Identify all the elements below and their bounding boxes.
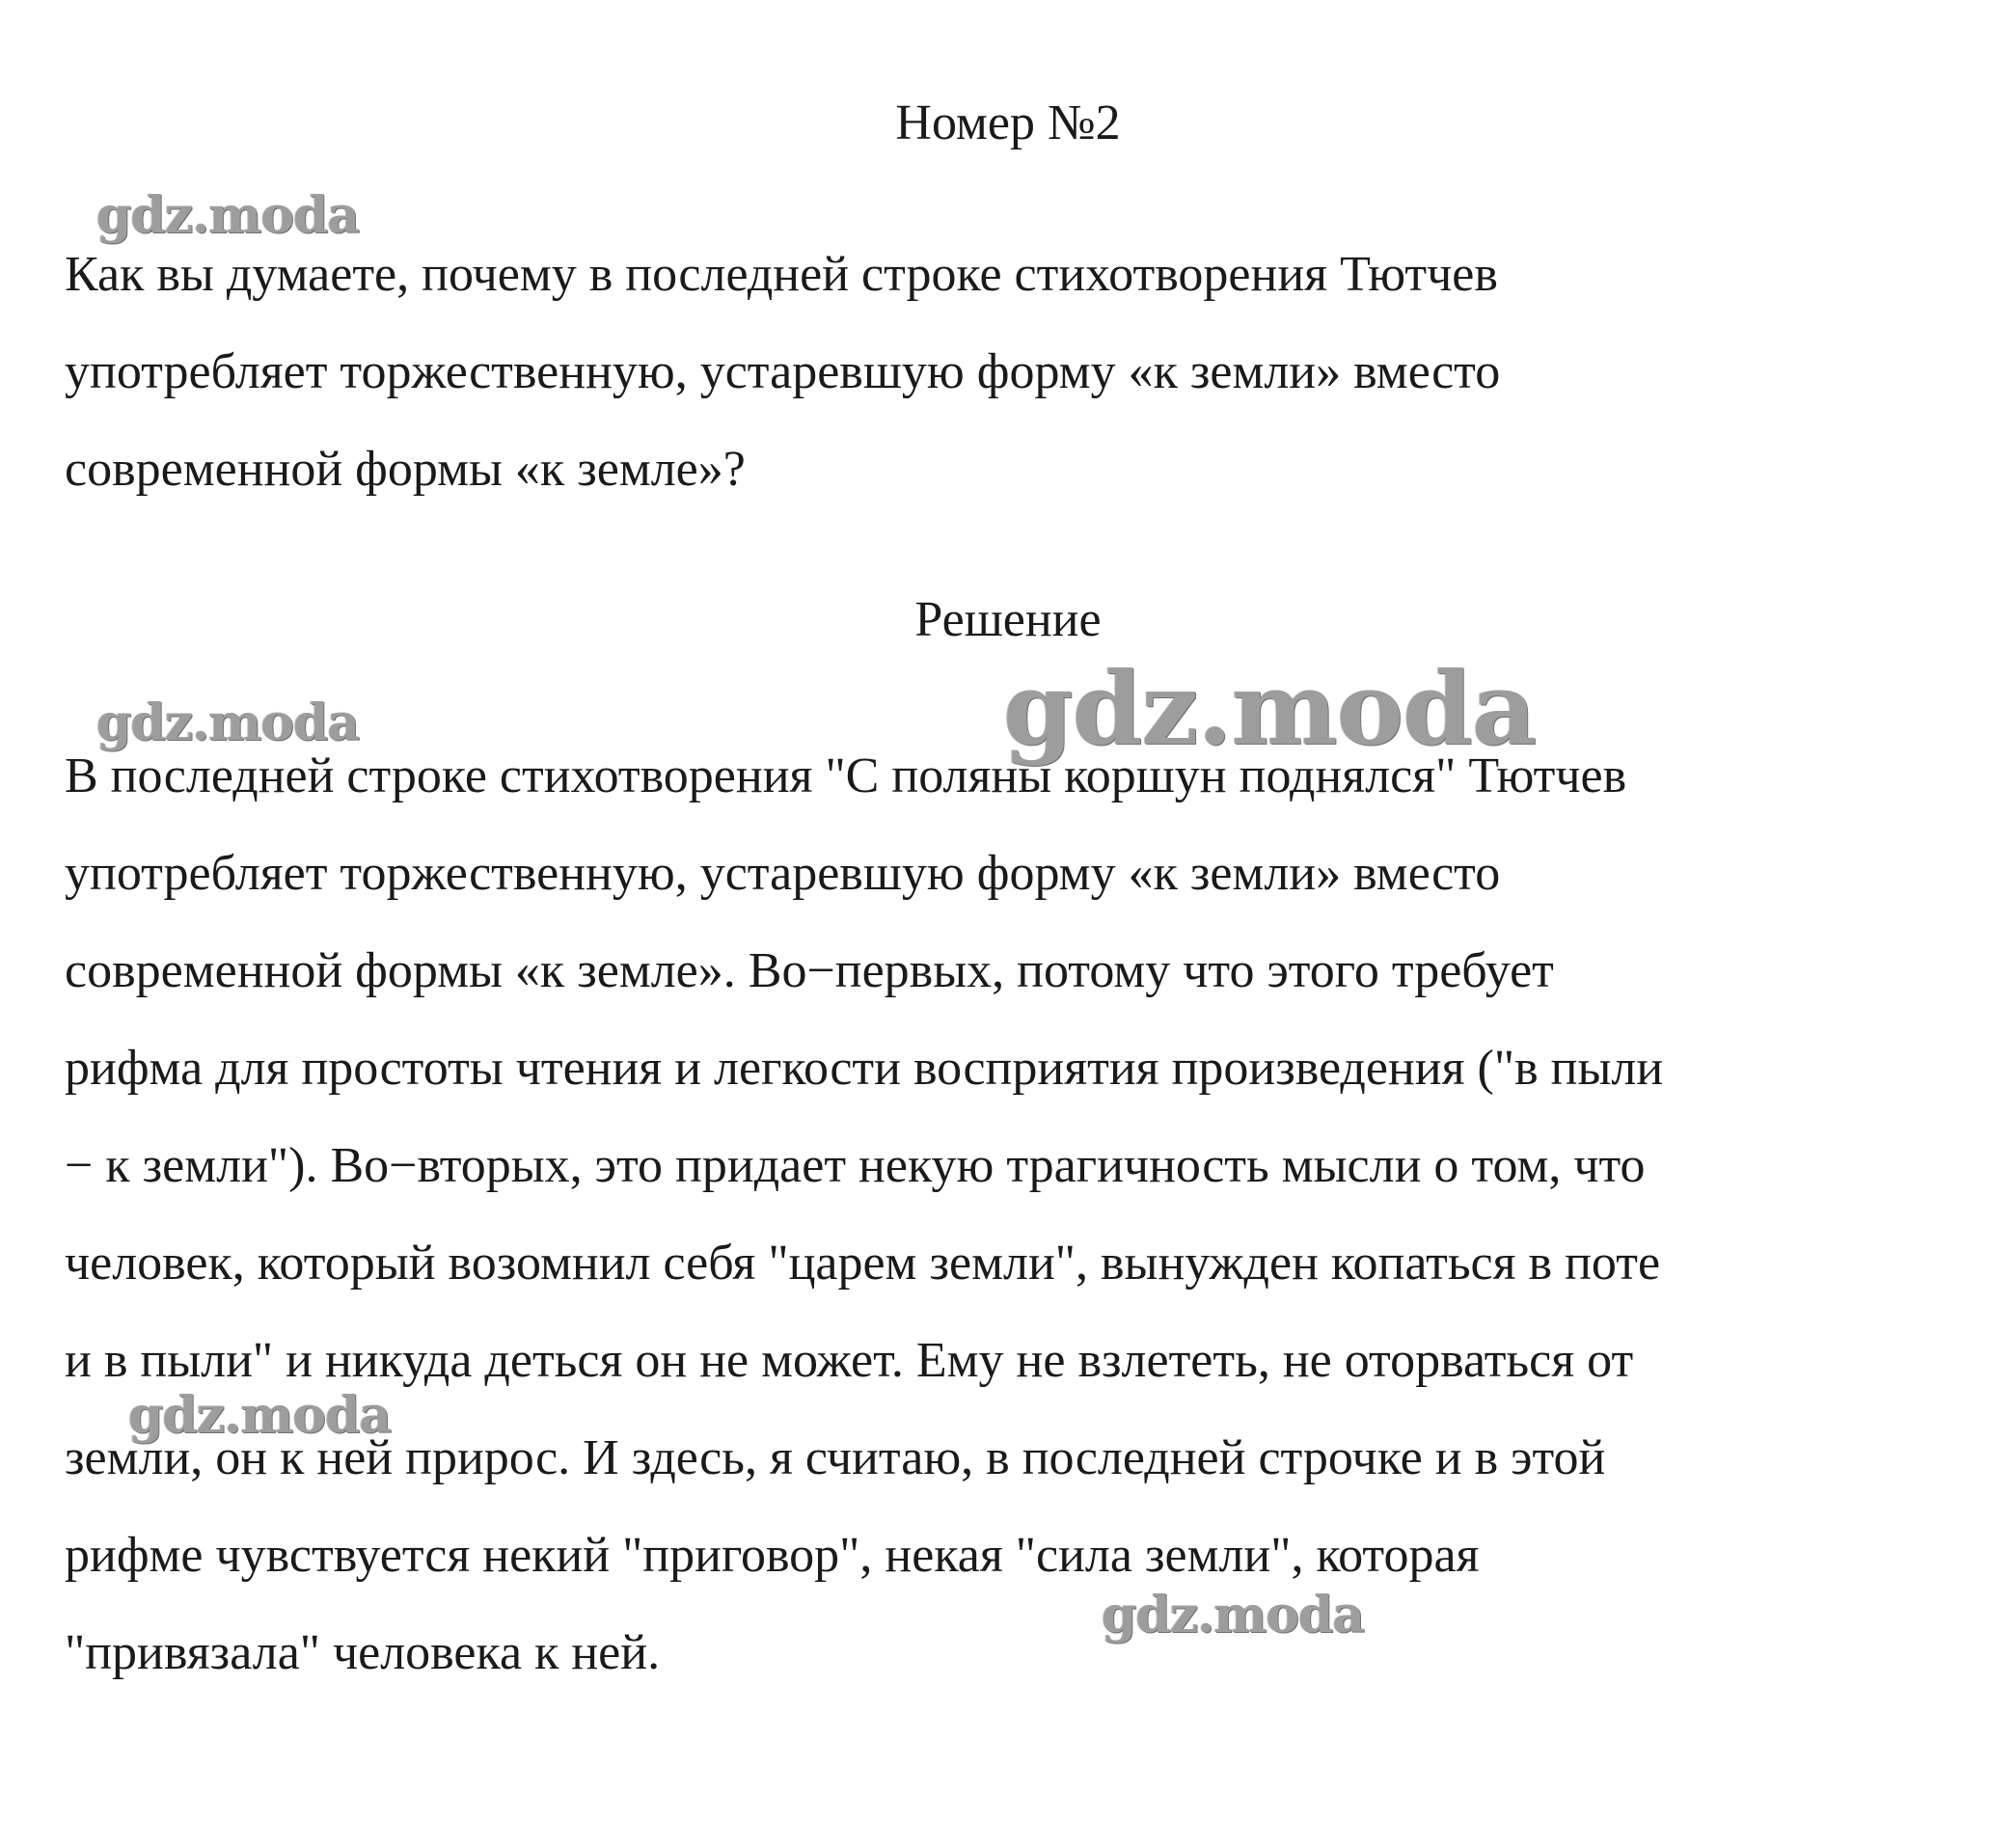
watermark: gdz.moda	[1003, 649, 1537, 768]
answer-line: и в пыли" и никуда деться он не может. Ему не взлететь, не оторваться от	[65, 1333, 1634, 1388]
question-line: Как вы думаете, почему в последней строке стихотворения Тютчев	[65, 247, 1498, 302]
answer-line: употребляет торжественную, устаревшую форму «к земли» вместо	[65, 846, 1501, 901]
answer-line: − к земли"). Во−вторых, это придает некую трагичность мысли о том, что	[65, 1138, 1646, 1193]
solution-heading: Решение	[914, 592, 1102, 647]
question-text	[65, 226, 1975, 518]
question-line: употребляет торжественную, устаревшую форму «к земли» вместо	[65, 344, 1501, 399]
watermark: gdz.moda	[1102, 1586, 1365, 1645]
answer-line: рифме чувствуется некий "приговор", некая "сила земли", которая	[65, 1528, 1480, 1583]
watermark: gdz.moda	[128, 1386, 392, 1445]
answer-text	[65, 727, 1975, 1701]
watermark: gdz.moda	[96, 186, 360, 245]
answer-line: современной формы «к земле». Во−первых, потому что этого требует	[65, 943, 1554, 998]
watermark: gdz.moda	[96, 693, 360, 752]
answer-line: земли, он к ней прирос. И здесь, я считаю, в последней строчке и в этой	[65, 1430, 1606, 1485]
answer-line: человек, который возомнил себя "царем земли", вынужден копаться в поте	[65, 1236, 1661, 1291]
question-line: современной формы «к земле»?	[65, 442, 746, 497]
answer-line: рифма для простоты чтения и легкости восприятия произведения ("в пыли	[65, 1041, 1664, 1096]
answer-line: "привязала" человека к ней.	[65, 1625, 661, 1680]
task-number-heading: Номер №2	[895, 95, 1121, 150]
answer-line: В последней строке стихотворения "С поляны коршун поднялся" Тютчев	[65, 748, 1627, 803]
